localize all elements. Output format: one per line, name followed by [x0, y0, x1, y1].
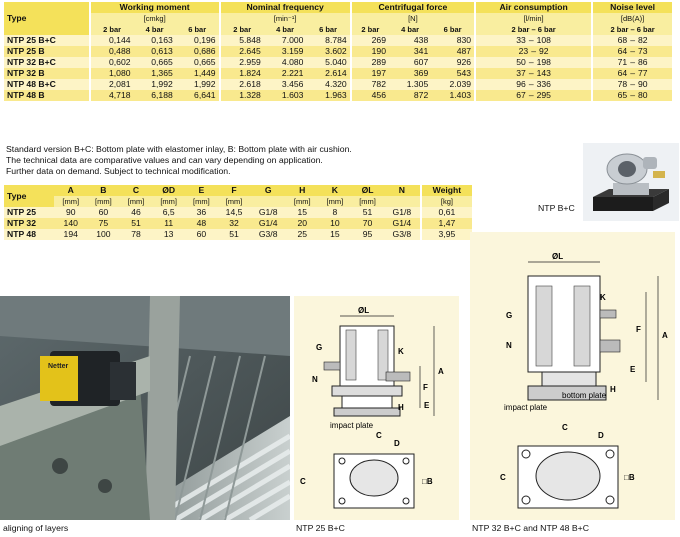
table-cell: 140 [54, 218, 87, 229]
label-H: H [398, 403, 404, 412]
label-F: F [423, 383, 428, 392]
header-unit: [kg] [421, 196, 472, 207]
label-B: □B [624, 473, 635, 482]
table-cell: 70 [351, 218, 384, 229]
header-pressure: 2 bar – 6 bar [592, 24, 672, 35]
weight-cell: 3,95 [421, 229, 472, 240]
table-cell: 543 [431, 68, 475, 79]
product-image [583, 143, 679, 221]
table-row [4, 207, 472, 218]
label-A: A [438, 367, 444, 376]
dimensions-table [4, 185, 472, 240]
label-E: E [630, 365, 636, 374]
photo-brand-label: Netter [48, 363, 69, 370]
table-cell: 926 [431, 57, 475, 68]
table-row [4, 57, 672, 68]
header-pressure: 4 bar [264, 24, 307, 35]
header-dim: A [54, 185, 87, 196]
table-cell: 3.159 [264, 46, 307, 57]
table-row [4, 46, 672, 57]
application-photo [0, 296, 290, 520]
row-type: NTP 25 B+C [4, 35, 90, 46]
row-type: NTP 32 [4, 218, 54, 229]
header-unit: [mm] [286, 196, 319, 207]
table-cell: 90 [54, 207, 87, 218]
label-G: G [316, 343, 323, 352]
label-A: A [662, 331, 668, 340]
range-cell [475, 79, 592, 90]
table-cell: 4.320 [306, 79, 350, 90]
table-cell: 1.403 [431, 90, 475, 101]
range-cell [475, 46, 592, 57]
table-cell: 3.456 [264, 79, 307, 90]
table-cell: 51 [120, 218, 153, 229]
label-L: ØL [358, 306, 370, 315]
header-pressure: 6 bar [306, 24, 350, 35]
header-unit: [min⁻¹] [220, 13, 351, 24]
table-cell: 15 [286, 207, 319, 218]
header-row [4, 2, 672, 13]
table-cell: 8.784 [306, 35, 350, 46]
weight-cell: 0,61 [421, 207, 472, 218]
photo-caption: aligning of layers [3, 523, 69, 533]
table-cell: 5.040 [306, 57, 350, 68]
range-dash: – [531, 46, 536, 56]
range-max: 92 [539, 46, 549, 56]
table-row [4, 35, 672, 46]
diagram-large-caption: NTP 32 B+C and NTP 48 B+C [472, 523, 590, 533]
table-cell: 4.080 [264, 57, 307, 68]
table-cell: 1.963 [306, 90, 350, 101]
range-dash: – [630, 35, 635, 45]
header-type: Type [4, 185, 54, 207]
table-cell: 0,686 [176, 46, 220, 57]
table-cell: G1/4 [384, 218, 421, 229]
table-cell: 6,188 [134, 90, 176, 101]
table-cell: 269 [351, 35, 389, 46]
header-unit: [mm] [120, 196, 153, 207]
table-cell: 4,718 [90, 90, 134, 101]
range-min: 50 [516, 57, 526, 67]
table-cell: 1.824 [220, 68, 264, 79]
label-E: E [424, 401, 430, 410]
table-cell: 8 [319, 207, 352, 218]
table-cell: 10 [319, 218, 352, 229]
table-cell: G1/4 [250, 218, 285, 229]
table-cell: 95 [351, 229, 384, 240]
row-type: NTP 48 B [4, 90, 90, 101]
table-cell: 3.602 [306, 46, 350, 57]
header-group: Working moment [90, 2, 220, 13]
table-cell: 782 [351, 79, 389, 90]
header-dim: ØL [351, 185, 384, 196]
range-cell [475, 57, 592, 68]
row-type: NTP 25 B [4, 46, 90, 57]
range-max: 198 [536, 57, 551, 67]
table-cell: 1.328 [220, 90, 264, 101]
label-impact: impact plate [330, 421, 374, 430]
range-min: 68 [617, 35, 628, 45]
label-G: G [506, 311, 513, 320]
header-unit [384, 196, 421, 207]
header-dim: E [185, 185, 218, 196]
note-line: Standard version B+C: Bottom plate with elastomer inlay, B: Bottom plate with air cushion. [6, 144, 352, 154]
header-pressure: 6 bar [176, 24, 220, 35]
table-cell: 1,449 [176, 68, 220, 79]
label-H: H [610, 385, 616, 394]
table-row [4, 229, 472, 240]
table-row [4, 218, 472, 229]
header-unit: [mm] [351, 196, 384, 207]
table-cell: 487 [431, 46, 475, 57]
range-cell [475, 35, 592, 46]
table-row [4, 68, 672, 79]
header-row [4, 185, 472, 196]
table-cell: 1,992 [134, 79, 176, 90]
header-unit: [mm] [87, 196, 120, 207]
header-pressure: 4 bar [389, 24, 431, 35]
range-max: 336 [536, 79, 551, 89]
header-group: Centrifugal force [351, 2, 475, 13]
header-group: Noise level [592, 2, 672, 13]
range-dash: – [630, 79, 635, 89]
label-N: N [506, 341, 512, 350]
range-min: 67 [516, 90, 526, 100]
range-min: 37 [516, 68, 526, 78]
table-row [4, 90, 672, 101]
range-cell [592, 46, 672, 57]
table-cell: 51 [351, 207, 384, 218]
table-cell: 0,665 [134, 57, 176, 68]
table-cell: 15 [319, 229, 352, 240]
table-cell: 197 [351, 68, 389, 79]
range-max: 143 [536, 68, 551, 78]
header-unit: [mm] [218, 196, 251, 207]
label-C2: C [300, 477, 306, 486]
label-C2: C [500, 473, 506, 482]
range-dash: – [528, 68, 534, 78]
table-cell: 11 [152, 218, 185, 229]
diagram-small-caption: NTP 25 B+C [296, 523, 345, 533]
header-unit [250, 196, 285, 207]
table-cell: 830 [431, 35, 475, 46]
header-pressure: 2 bar [90, 24, 134, 35]
header-unit: [l/min] [475, 13, 592, 24]
label-K: K [398, 347, 404, 356]
range-dash: – [528, 57, 534, 67]
header-weight: Weight [421, 185, 472, 196]
table-cell: 14,5 [218, 207, 251, 218]
range-min: 64 [617, 68, 628, 78]
table-cell: 0,196 [176, 35, 220, 46]
table-cell: 6,641 [176, 90, 220, 101]
table-cell: 2.039 [431, 79, 475, 90]
table-cell: 0,488 [90, 46, 134, 57]
table-cell: 48 [185, 218, 218, 229]
range-min: 33 [516, 35, 526, 45]
header-group: Air consumption [475, 2, 592, 13]
table-cell: 2.221 [264, 68, 307, 79]
table-cell: 75 [87, 218, 120, 229]
range-max: 86 [637, 57, 648, 67]
range-min: 78 [617, 79, 628, 89]
table-cell: 60 [87, 207, 120, 218]
range-cell [592, 90, 672, 101]
range-max: 77 [637, 68, 648, 78]
label-D: D [598, 431, 604, 440]
table-cell: 0,613 [134, 46, 176, 57]
header-pressure: 6 bar [431, 24, 475, 35]
table-cell: 25 [286, 229, 319, 240]
table-cell: G1/8 [250, 207, 285, 218]
range-cell [592, 57, 672, 68]
header-dim: B [87, 185, 120, 196]
header-unit: [mm] [152, 196, 185, 207]
header-unit: [N] [351, 13, 475, 24]
header-dim: ØD [152, 185, 185, 196]
label-L: ØL [552, 252, 564, 261]
table-cell: 1.305 [389, 79, 431, 90]
table-cell: 0,144 [90, 35, 134, 46]
table-cell: 0,665 [176, 57, 220, 68]
header-unit: [cmkg] [90, 13, 220, 24]
performance-table [4, 2, 672, 101]
table-cell: 20 [286, 218, 319, 229]
table-cell: 1,992 [176, 79, 220, 90]
table-cell: 1,080 [90, 68, 134, 79]
range-dash: – [630, 57, 635, 67]
header-pressure: 4 bar [134, 24, 176, 35]
range-max: 295 [536, 90, 551, 100]
table-cell: 872 [389, 90, 431, 101]
label-K: K [600, 293, 606, 302]
range-max: 73 [637, 46, 648, 56]
range-max: 82 [637, 35, 648, 45]
table-cell: 289 [351, 57, 389, 68]
row-type: NTP 25 [4, 207, 54, 218]
range-cell [592, 68, 672, 79]
header-unit: [dB(A)] [592, 13, 672, 24]
header-pressure: 2 bar [351, 24, 389, 35]
range-cell [592, 35, 672, 46]
table-cell: 0,602 [90, 57, 134, 68]
table-cell: 32 [218, 218, 251, 229]
table-cell: 1,365 [134, 68, 176, 79]
table-cell: G3/8 [384, 229, 421, 240]
range-min: 65 [617, 90, 628, 100]
table-cell: 51 [218, 229, 251, 240]
table-cell: 7.000 [264, 35, 307, 46]
label-N: N [312, 375, 318, 384]
header-group: Nominal frequency [220, 2, 351, 13]
table-cell: 6,5 [152, 207, 185, 218]
row-type: NTP 32 B [4, 68, 90, 79]
table-cell: 456 [351, 90, 389, 101]
table-cell: 438 [389, 35, 431, 46]
range-min: 71 [617, 57, 628, 67]
table-cell: 341 [389, 46, 431, 57]
table-cell: 100 [87, 229, 120, 240]
unit-row [4, 196, 472, 207]
unit-row [4, 13, 672, 24]
range-dash: – [630, 90, 635, 100]
range-cell [592, 79, 672, 90]
row-type: NTP 48 [4, 229, 54, 240]
note-line: The technical data are comparative values and can vary depending on application. [6, 155, 323, 165]
range-dash: – [630, 68, 635, 78]
range-cell [475, 68, 592, 79]
header-pressure: 2 bar – 6 bar [475, 24, 592, 35]
table-cell: 2,081 [90, 79, 134, 90]
table-cell: 78 [120, 229, 153, 240]
label-C: C [562, 423, 568, 432]
range-min: 96 [516, 79, 526, 89]
header-unit: [mm] [54, 196, 87, 207]
table-cell: 2.959 [220, 57, 264, 68]
row-type: NTP 32 B+C [4, 57, 90, 68]
range-max: 80 [637, 90, 648, 100]
table-row [4, 79, 672, 90]
table-cell: 607 [389, 57, 431, 68]
table-cell: 369 [389, 68, 431, 79]
label-C: C [376, 431, 382, 440]
range-min: 64 [617, 46, 628, 56]
table-cell: 60 [185, 229, 218, 240]
diagram-ntp25 [294, 296, 459, 520]
header-dim: N [384, 185, 421, 196]
table-cell: G1/8 [384, 207, 421, 218]
row-type: NTP 48 B+C [4, 79, 90, 90]
table-cell: 0,163 [134, 35, 176, 46]
table-cell: 5.848 [220, 35, 264, 46]
label-F: F [636, 325, 641, 334]
label-B: □B [422, 477, 433, 486]
header-dim: K [319, 185, 352, 196]
table-cell: 46 [120, 207, 153, 218]
range-cell [475, 90, 592, 101]
weight-cell: 1,47 [421, 218, 472, 229]
label-impact: impact plate [504, 403, 548, 412]
header-dim: G [250, 185, 285, 196]
header-unit: [mm] [185, 196, 218, 207]
table-cell: 36 [185, 207, 218, 218]
table-cell: 194 [54, 229, 87, 240]
header-pressure: 2 bar [220, 24, 264, 35]
table-cell: 2.614 [306, 68, 350, 79]
table-cell: 13 [152, 229, 185, 240]
table-cell: 2.645 [220, 46, 264, 57]
header-unit: [mm] [319, 196, 352, 207]
table-cell: 2.618 [220, 79, 264, 90]
subheader-row [4, 24, 672, 35]
label-bottom: bottom plate [562, 391, 607, 400]
range-dash: – [630, 46, 635, 56]
range-max: 108 [536, 35, 551, 45]
range-dash: – [528, 79, 534, 89]
range-dash: – [528, 90, 534, 100]
header-dim: C [120, 185, 153, 196]
header-dim: F [218, 185, 251, 196]
range-min: 23 [518, 46, 529, 56]
header-type: Type [4, 2, 90, 35]
product-caption: NTP B+C [538, 203, 575, 213]
header-dim: H [286, 185, 319, 196]
table-cell: 1.603 [264, 90, 307, 101]
table-cell: G3/8 [250, 229, 285, 240]
range-dash: – [528, 35, 534, 45]
label-D: D [394, 439, 400, 448]
diagram-ntp32-48 [470, 232, 675, 520]
table-cell: 190 [351, 46, 389, 57]
note-line: Further data on demand. Subject to technical modification. [6, 166, 231, 176]
range-max: 90 [637, 79, 648, 89]
